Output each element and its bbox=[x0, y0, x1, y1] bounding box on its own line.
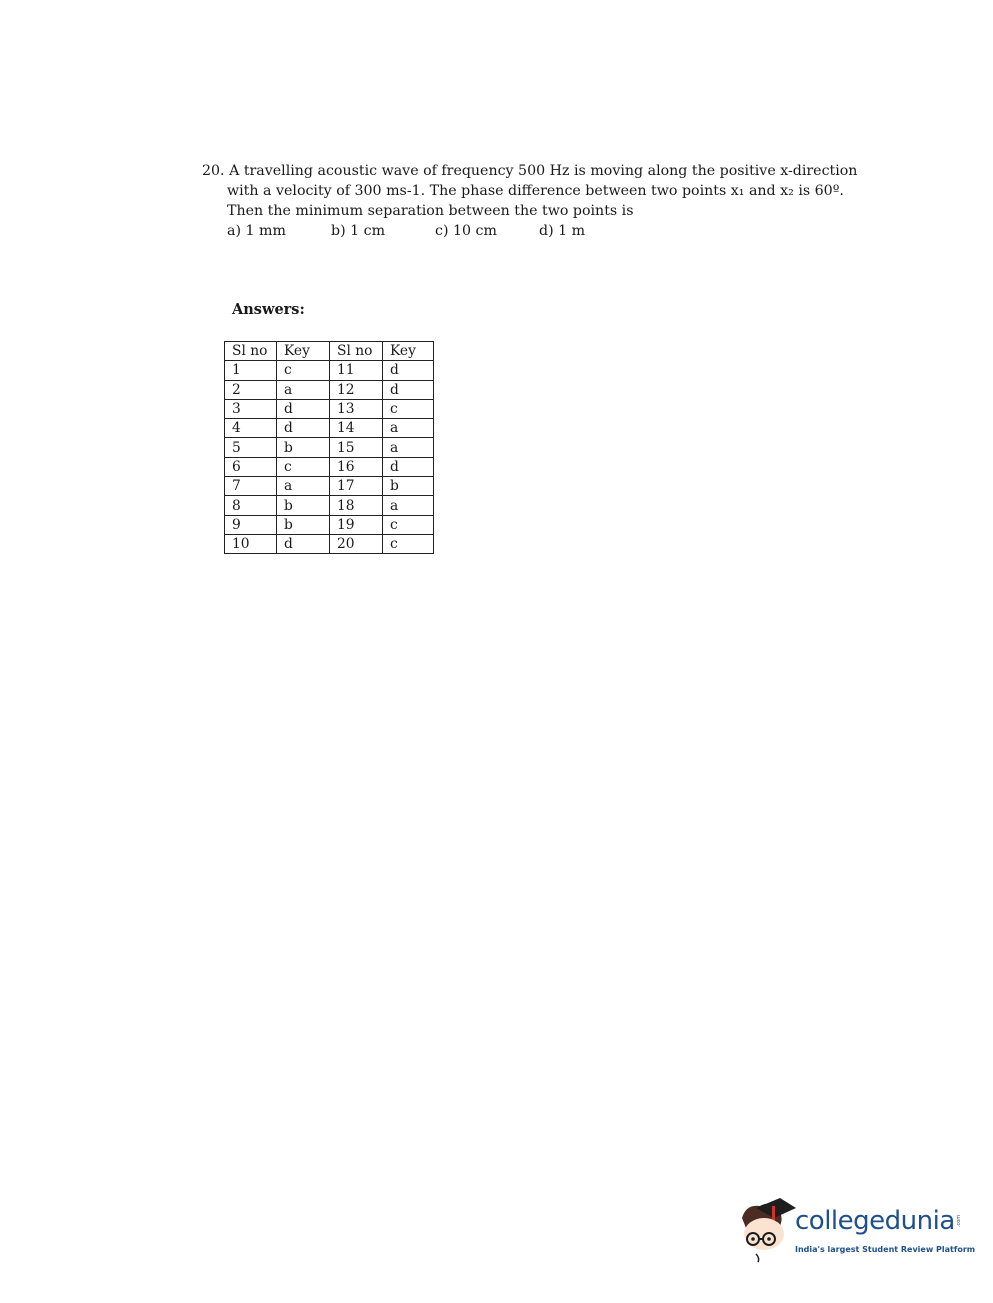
serial-cell: 6 bbox=[225, 457, 277, 476]
serial-cell: 19 bbox=[330, 515, 383, 534]
serial-cell: 2 bbox=[225, 380, 277, 399]
serial-cell: 9 bbox=[225, 515, 277, 534]
answers-heading: Answers: bbox=[232, 301, 305, 318]
key-cell: b bbox=[277, 515, 330, 534]
table-row bbox=[225, 419, 434, 438]
serial-cell: 18 bbox=[330, 496, 383, 515]
option-c: c) 10 cm bbox=[435, 223, 497, 239]
table-row bbox=[225, 457, 434, 476]
key-cell: b bbox=[277, 438, 330, 457]
key-cell: c bbox=[383, 515, 434, 534]
key-cell: b bbox=[383, 477, 434, 496]
serial-cell: 16 bbox=[330, 457, 383, 476]
serial-cell: 12 bbox=[330, 380, 383, 399]
key-cell: d bbox=[277, 419, 330, 438]
key-cell: d bbox=[383, 457, 434, 476]
key-cell: c bbox=[383, 534, 434, 553]
question-text-line: Then the minimum separation between the two points is bbox=[227, 203, 634, 219]
serial-cell: 7 bbox=[225, 477, 277, 496]
key-cell: a bbox=[277, 380, 330, 399]
key-cell: d bbox=[383, 361, 434, 380]
table-row bbox=[225, 399, 434, 418]
table-header-row bbox=[225, 342, 434, 361]
key-cell: b bbox=[277, 496, 330, 515]
key-cell: d bbox=[277, 399, 330, 418]
brand-suffix: .com bbox=[956, 1214, 963, 1228]
table-row bbox=[225, 534, 434, 553]
key-cell: a bbox=[383, 438, 434, 457]
brand-name: collegedunia bbox=[795, 1206, 955, 1236]
table-row bbox=[225, 515, 434, 534]
serial-cell: 4 bbox=[225, 419, 277, 438]
brand-tagline: India's largest Student Review Platform bbox=[795, 1245, 976, 1254]
key-cell: d bbox=[277, 534, 330, 553]
serial-cell: 8 bbox=[225, 496, 277, 515]
serial-cell: 11 bbox=[330, 361, 383, 380]
key-cell: a bbox=[277, 477, 330, 496]
header-cell: Sl no bbox=[225, 342, 277, 361]
key-cell: a bbox=[383, 496, 434, 515]
question-text-line: with a velocity of 300 ms-1. The phase difference between two points x₁ and x₂ is 60º. bbox=[227, 183, 844, 199]
key-cell: c bbox=[383, 399, 434, 418]
answer-key-table bbox=[224, 341, 434, 554]
table-row bbox=[225, 496, 434, 515]
key-cell: c bbox=[277, 457, 330, 476]
serial-cell: 20 bbox=[330, 534, 383, 553]
serial-cell: 5 bbox=[225, 438, 277, 457]
serial-cell: 17 bbox=[330, 477, 383, 496]
option-d: d) 1 m bbox=[539, 223, 586, 239]
serial-cell: 10 bbox=[225, 534, 277, 553]
key-cell: c bbox=[277, 361, 330, 380]
header-cell: Key bbox=[277, 342, 330, 361]
answer-options bbox=[202, 221, 842, 241]
serial-cell: 15 bbox=[330, 438, 383, 457]
option-a: a) 1 mm bbox=[227, 223, 286, 239]
question-block bbox=[202, 161, 858, 241]
serial-cell: 14 bbox=[330, 419, 383, 438]
serial-cell: 13 bbox=[330, 399, 383, 418]
answer-key-body bbox=[225, 361, 434, 554]
serial-cell: 1 bbox=[225, 361, 277, 380]
key-cell: a bbox=[383, 419, 434, 438]
key-cell: d bbox=[383, 380, 434, 399]
question-text-line: 20. A travelling acoustic wave of frequency 500 Hz is moving along the positive x-direction bbox=[202, 163, 858, 179]
table-row bbox=[225, 361, 434, 380]
table-row bbox=[225, 438, 434, 457]
table-row bbox=[225, 477, 434, 496]
header-cell: Sl no bbox=[330, 342, 383, 361]
header-cell: Key bbox=[383, 342, 434, 361]
table-row bbox=[225, 380, 434, 399]
option-b: b) 1 cm bbox=[331, 223, 386, 239]
serial-cell: 3 bbox=[225, 399, 277, 418]
